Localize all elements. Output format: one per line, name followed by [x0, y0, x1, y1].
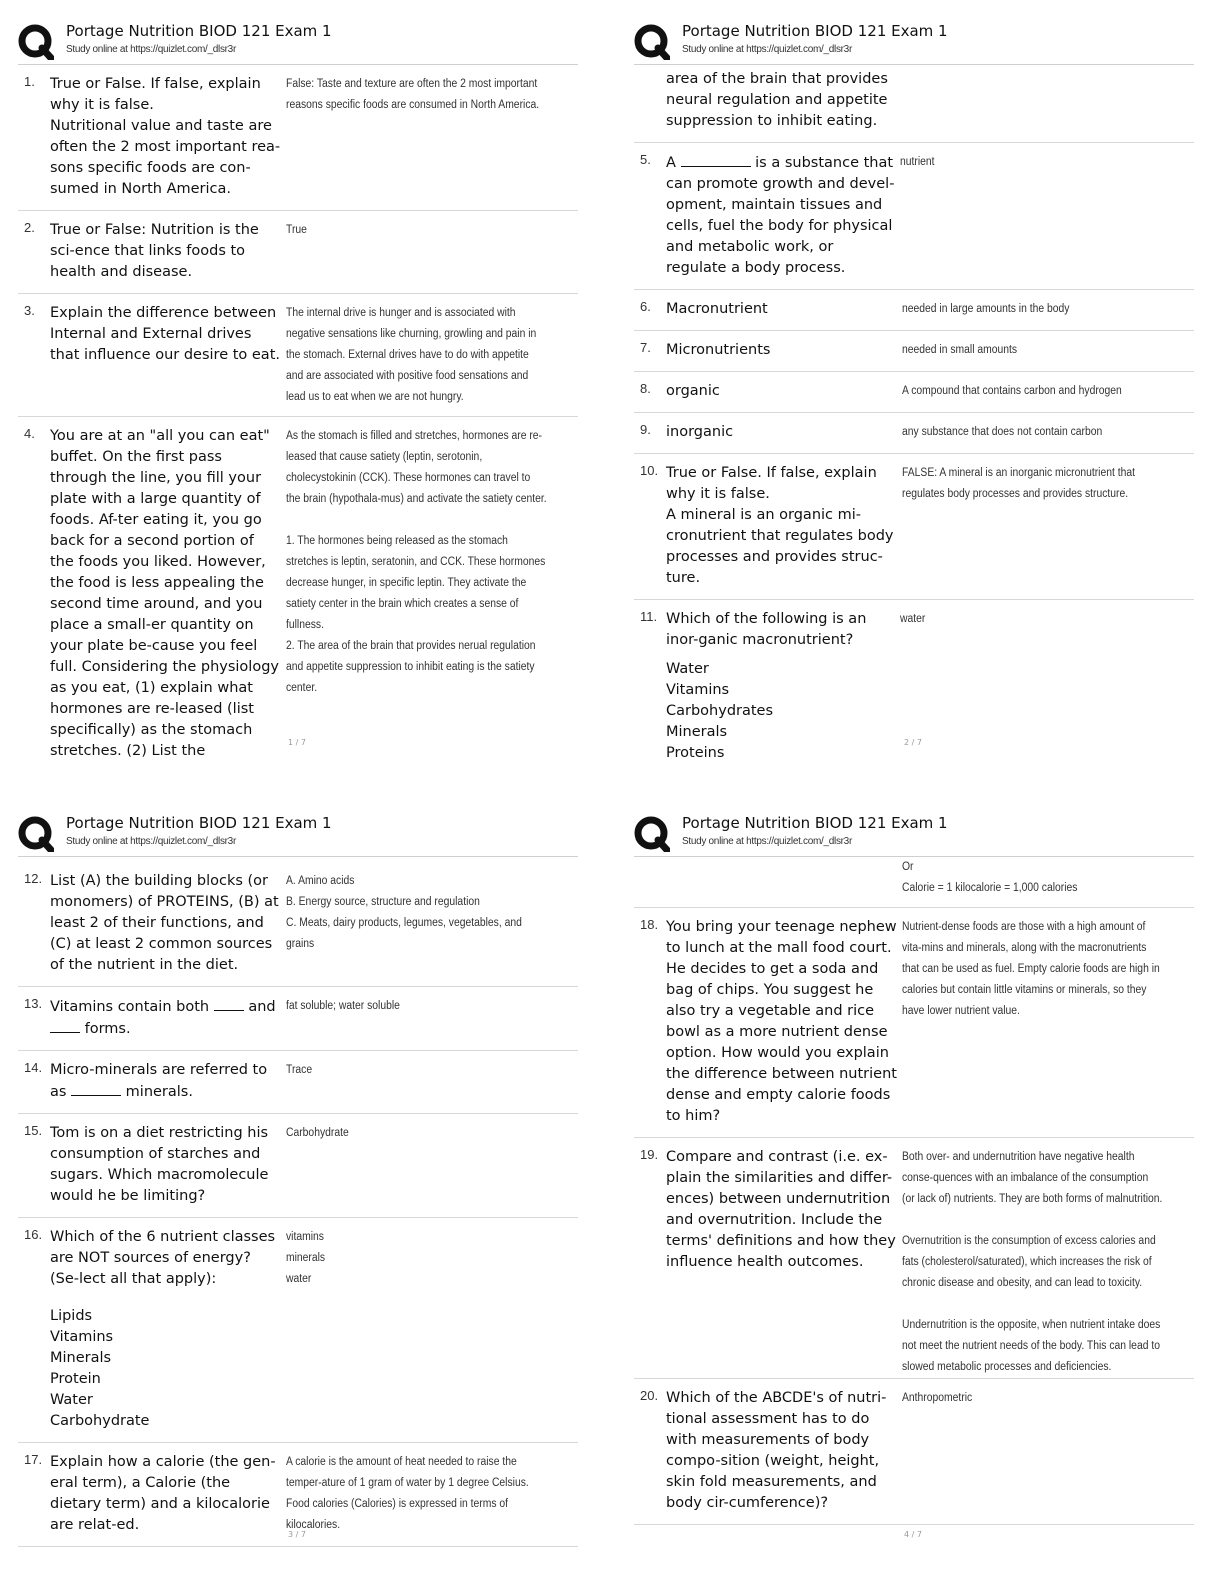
card-row [634, 143, 1194, 290]
card-row [18, 294, 578, 417]
card-number: 9. [640, 422, 651, 437]
card-definition: vitamins minerals water [286, 1231, 326, 1285]
page-header [634, 812, 1194, 857]
card-definition: A compound that contains carbon and hydrogen [902, 385, 1122, 397]
card-definition: Nutrient-dense foods are those with a high amount of vita-mins and minerals, along with the macronutrients that can be used as fuel. Empty calorie foods are high in calories but contain little vitamins or minerals, so they have lower nutrient value. [902, 921, 1160, 1017]
card-number: 11. [640, 609, 658, 624]
option-item: Protein [50, 1371, 101, 1387]
card-term: You bring your teenage nephew to lunch at the mall food court. He decides to get a soda and bag of chips. You suggest he also try a vegetable and rice bowl as a more nutrient dense option. How would you explain the difference between nutrient dense and empty calorie foods to him? [666, 919, 897, 1124]
card-term: inorganic [666, 424, 734, 440]
card-row [634, 372, 1194, 413]
card-number: 5. [640, 152, 651, 167]
card-definition: FALSE: A mineral is an inorganic micronutrient that regulates body processes and provides structure. [902, 467, 1136, 500]
page-header [18, 812, 578, 857]
page-title: Portage Nutrition BIOD 121 Exam 1 [66, 814, 332, 832]
card-term: Tom is on a diet restricting his consumption of starches and sugars. Which macromolecule would he be limiting? [50, 1125, 269, 1204]
card-term: True or False. If false, explain why it is false. Nutritional value and taste are often the 2 most important rea-sons specific foods are con-sumed in North America. [50, 76, 281, 197]
study-link[interactable]: Study online at https://quizlet.com/_dlsr3r [682, 836, 852, 847]
study-link[interactable]: Study online at https://quizlet.com/_dlsr3r [66, 836, 236, 847]
card-definition: True [286, 224, 307, 236]
card-term [666, 609, 898, 764]
page-title: Portage Nutrition BIOD 121 Exam 1 [66, 22, 332, 40]
card-row [18, 857, 578, 987]
card-definition: any substance that does not contain carbon [902, 426, 1103, 438]
card-term: True or False. If false, explain why it is false. A mineral is an organic mi-cronutrient that regulates body processes and provides struc-ture. [666, 465, 894, 586]
card-row [634, 1379, 1194, 1525]
card-term: Macronutrient [666, 301, 768, 317]
card-row [18, 1051, 578, 1114]
quizlet-logo-icon [634, 24, 670, 60]
card-row [18, 211, 578, 294]
card-number: 6. [640, 299, 651, 314]
card-row [634, 600, 1194, 774]
study-link[interactable]: Study online at https://quizlet.com/_dlsr3r [682, 44, 852, 55]
card-term: You are at an "all you can eat" buffet. On the first pass through the line, you fill your plate with a large quantity of foods. Af-ter eating it, you go back for a second portion of the foods you liked. However, the food is less appealing the second time around, and you place a small-er quantity on your plate be-cause you feel full. Considering the physiology as you eat, (1) explain what hormones are re-leased (list specifically) as the stomach stretches. (2) List the [50, 428, 279, 759]
page-header [634, 20, 1194, 65]
blank [681, 152, 751, 167]
card-definition: needed in small amounts [902, 344, 1018, 356]
card-term [50, 996, 282, 1040]
card-row [634, 331, 1194, 372]
card-row [18, 1218, 578, 1443]
card-definition: nutrient [900, 156, 935, 168]
card-number: 12. [24, 871, 43, 886]
card-row [18, 1114, 578, 1218]
card-definition: needed in large amounts in the body [902, 303, 1070, 315]
option-item: Lipids [50, 1308, 93, 1324]
card-number: 14. [24, 1060, 43, 1075]
option-item: Carbohydrate [50, 1413, 150, 1429]
card-number: 18. [640, 917, 659, 932]
card-number: 16. [24, 1227, 43, 1242]
option-item: Minerals [50, 1350, 112, 1366]
card-number: 20. [640, 1388, 659, 1403]
card-row [634, 290, 1194, 331]
term-text: Which of the following is an inor-ganic macronutrient? [666, 611, 867, 648]
option-list [50, 1306, 282, 1432]
option-item: Water [666, 661, 709, 677]
card-definition: Trace [286, 1064, 313, 1076]
term-text: minerals. [125, 1084, 193, 1100]
card-definition: Both over- and undernutrition have negative health conse-quences with an imbalance of the consumption (or lack of) nutrients. They are both forms of malnutrition. Overnutrition is the consumption of excess calories and fats (cholesterol/saturated), which increases the risk of chronic disease and obesity, and can lead to toxicity. Undernutrition is the opposite, when nutrient intake does not meet the nutrient needs of the body. This can lead to slowed metabolic processes and deficiencies. [902, 1151, 1163, 1373]
page-title: Portage Nutrition BIOD 121 Exam 1 [682, 22, 948, 40]
card-definition: Anthropometric [902, 1392, 973, 1404]
card-number: 4. [24, 426, 35, 441]
card-term: List (A) the building blocks (or monomers) of PROTEINS, (B) at least 2 of their functions, and (C) at least 2 common sources of the nutrient in the diet. [50, 873, 279, 973]
card-term: area of the brain that provides neural regulation and appetite suppression to inhibit eating. [666, 71, 888, 129]
page-footer: 3 / 7 [288, 1530, 306, 1539]
card-term: Compare and contrast (i.e. ex-plain the similarities and differ-ences) between undernutrition and overnutrition. Include the terms' definitions and how they influence health outcomes. [666, 1149, 896, 1270]
option-item: Vitamins [666, 682, 730, 698]
card-term: True or False: Nutrition is the sci-ence that links foods to health and disease. [50, 222, 259, 280]
quizlet-logo-icon [18, 24, 54, 60]
page-3 [18, 812, 578, 1572]
card-definition: Carbohydrate [286, 1127, 349, 1139]
card-row-continued [634, 857, 1194, 908]
card-row-continued [634, 65, 1194, 143]
card-definition: fat soluble; water soluble [286, 1000, 400, 1012]
card-row [18, 417, 578, 772]
blank [71, 1081, 121, 1096]
card-term [50, 1227, 282, 1432]
card-number: 1. [24, 74, 35, 89]
card-row [634, 413, 1194, 454]
card-number: 19. [640, 1147, 659, 1162]
option-item: Proteins [666, 745, 725, 761]
page-2 [634, 20, 1194, 780]
page-1 [18, 20, 578, 780]
card-term: Which of the ABCDE's of nutri-tional assessment has to do with measurements of body compo-sition (weight, height, skin fold measurements, and body cir-cumference)? [666, 1390, 887, 1511]
card-row [634, 1138, 1194, 1379]
card-definition: A. Amino acids B. Energy source, structure and regulation C. Meats, dairy products, legumes, vegetables, and grains [286, 875, 522, 950]
card-number: 8. [640, 381, 651, 396]
card-term: Explain how a calorie (the gen-eral term), a Calorie (the dietary term) and a kilocalorie are relat-ed. [50, 1454, 276, 1533]
term-text: Micro-minerals are referred to as [50, 1062, 268, 1100]
term-text: and [248, 999, 276, 1015]
card-number: 7. [640, 340, 651, 355]
blank [214, 996, 244, 1011]
card-number: 3. [24, 303, 35, 318]
term-text: Which of the 6 nutrient classes are NOT sources of energy? (Se-lect all that apply): [50, 1229, 276, 1287]
card-row [18, 65, 578, 211]
card-number: 13. [24, 996, 43, 1011]
blank [50, 1018, 80, 1033]
card-definition: False: Taste and texture are often the 2 most important reasons specific foods are consumed in North America. [286, 78, 540, 111]
term-text: is a substance that can promote growth and devel-opment, maintain tissues and cells, fuel the body for physical and metabolic work, or regulate a body process. [666, 155, 895, 276]
card-row [634, 908, 1194, 1138]
card-term: Explain the difference between Internal and External drives that influence our desire to eat. [50, 305, 280, 363]
card-number: 15. [24, 1123, 43, 1138]
quizlet-logo-icon [634, 816, 670, 852]
card-definition: The internal drive is hunger and is associated with negative sensations like churning, growling and pain in the stomach. External drives have to do with appetite and are associated with positive food sensations and lead us to eat when we are not hungry. [286, 307, 537, 403]
term-text: A [666, 155, 676, 171]
page-header [18, 20, 578, 65]
card-number: 2. [24, 220, 35, 235]
page-footer: 1 / 7 [288, 738, 306, 747]
card-definition: A calorie is the amount of heat needed to raise the temper-ature of 1 gram of water by 1 degree Celsius. Food calories (Calories) is expressed in terms of kilocalories. [286, 1456, 529, 1531]
card-term [50, 1060, 282, 1103]
option-item: Vitamins [50, 1329, 114, 1345]
card-term [666, 152, 898, 279]
card-term: Micronutrients [666, 342, 771, 358]
option-list [666, 659, 898, 764]
card-number: 10. [640, 463, 659, 478]
term-text: Vitamins contain both [50, 999, 210, 1015]
card-term: organic [666, 383, 720, 399]
page-footer: 4 / 7 [904, 1530, 922, 1539]
page-title: Portage Nutrition BIOD 121 Exam 1 [682, 814, 948, 832]
quizlet-logo-icon [18, 816, 54, 852]
option-item: Carbohydrates [666, 703, 774, 719]
card-definition: Or Calorie = 1 kilocalorie = 1,000 calories [902, 861, 1078, 894]
term-text: forms. [84, 1021, 131, 1037]
card-row [634, 454, 1194, 600]
option-item: Water [50, 1392, 93, 1408]
study-link[interactable]: Study online at https://quizlet.com/_dlsr3r [66, 44, 236, 55]
card-definition: As the stomach is filled and stretches, hormones are re-leased that cause satiety (leptin, serotonin, cholecystokinin (CCK). These hormones can travel to the brain (hypothala-mus) and activate the satiety center. 1. The hormones being released as the stomach stretches is leptin, seratonin, and CCK. These hormones decrease hunger, in specific leptin. They activate the satiety center in the brain which creates a sense of fullness. 2. The area of the brain that provides nerual regulation and appetite suppression to inhibit eating is the satiety center. [286, 430, 547, 694]
card-row [18, 987, 578, 1051]
card-definition: water [900, 613, 926, 625]
option-item: Minerals [666, 724, 728, 740]
page-4 [634, 812, 1194, 1572]
page-footer: 2 / 7 [904, 738, 922, 747]
card-number: 17. [24, 1452, 43, 1467]
